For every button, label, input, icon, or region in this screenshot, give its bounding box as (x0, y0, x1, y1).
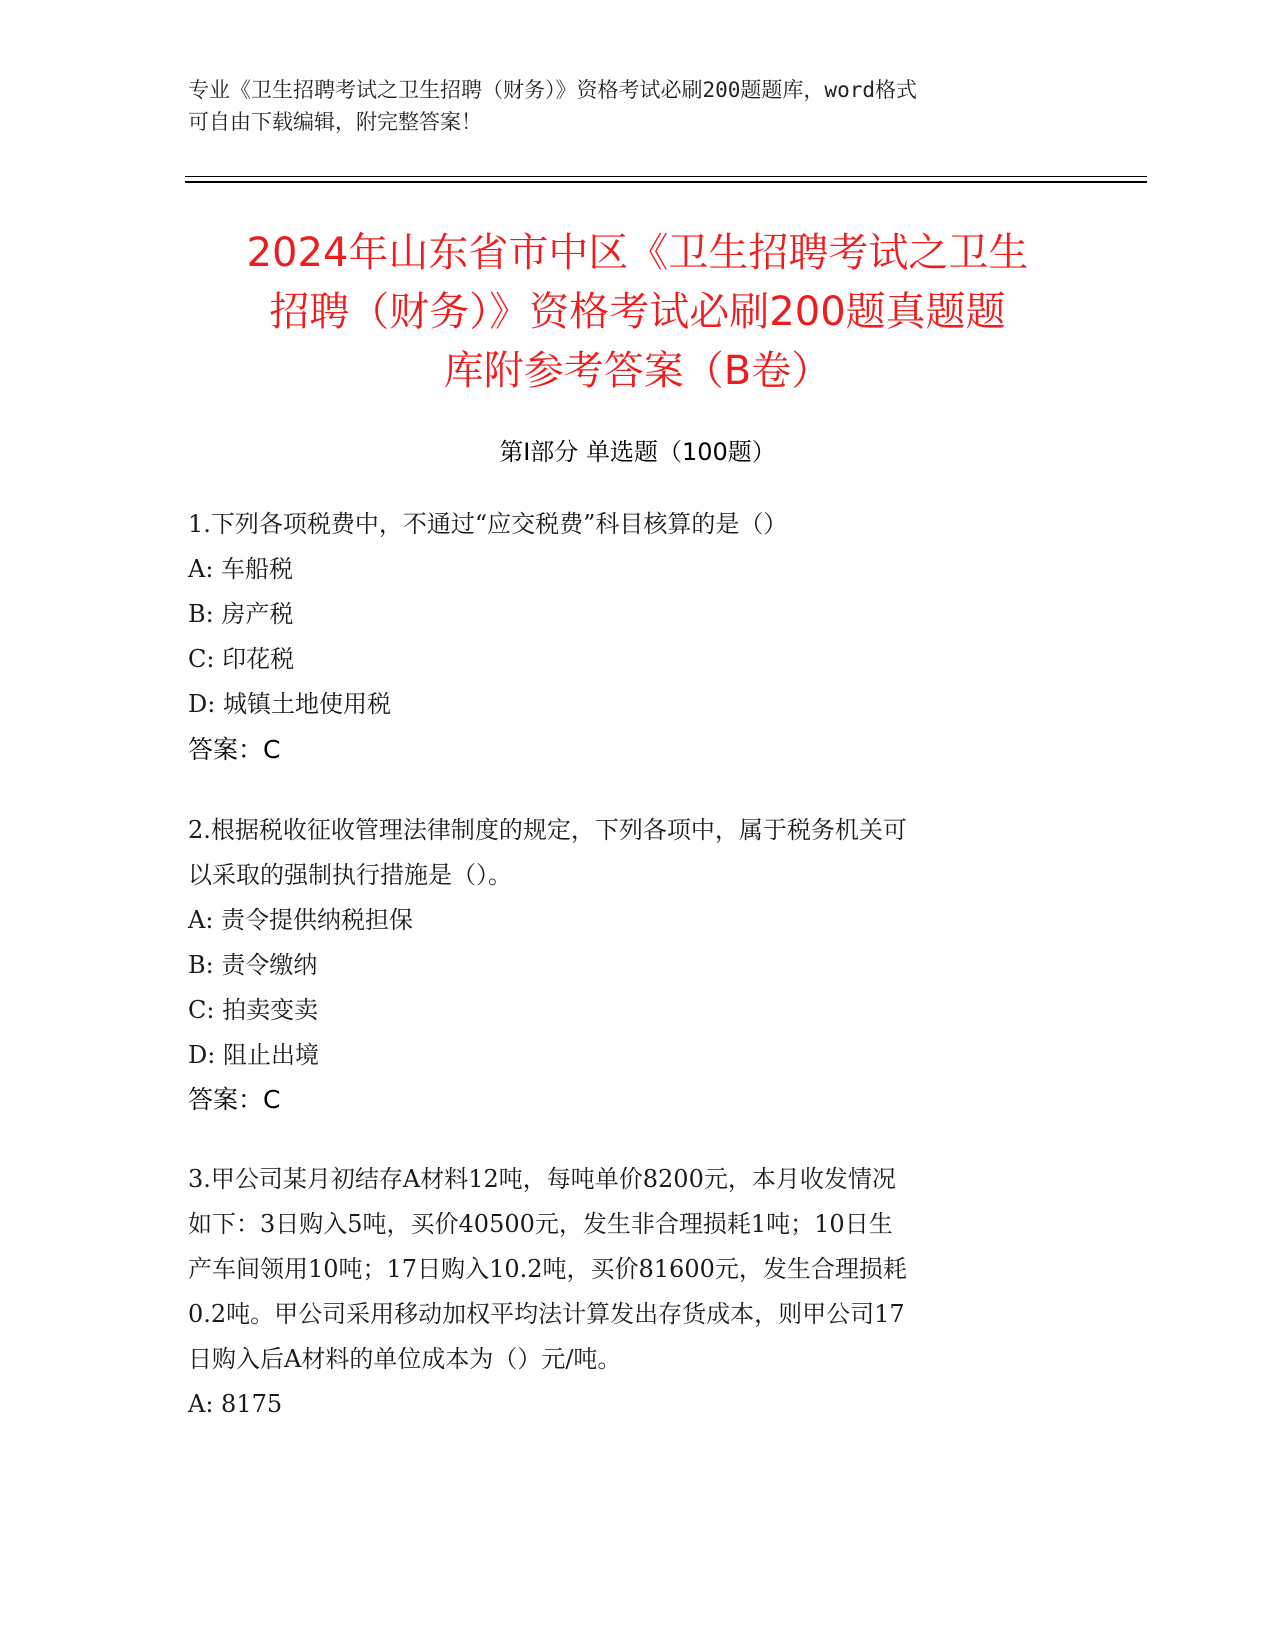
header-note-line: 可自由下载编辑，附完整答案！ (188, 110, 482, 134)
option-b: B: 房产税 (188, 600, 294, 628)
question-stem: 产车间领用10吨；17日购入10.2吨，买价81600元，发生合理损耗 (188, 1255, 907, 1283)
answer: 答案：C (188, 1085, 281, 1114)
question-stem: 日购入后A材料的单位成本为（）元/吨。 (188, 1345, 622, 1373)
header-divider (185, 176, 1147, 177)
question-stem: 如下：3日购入5吨，买价40500元，发生非合理损耗1吨；10日生 (188, 1210, 893, 1238)
answer: 答案：C (188, 735, 281, 764)
question-stem: 以采取的强制执行措施是（）。 (188, 861, 512, 889)
section-title: 第Ⅰ部分 单选题（100题） (499, 438, 776, 466)
question-stem: 3.甲公司某月初结存A材料12吨，每吨单价8200元，本月收发情况 (188, 1165, 896, 1193)
title-line: 招聘（财务）》资格考试必刷200题真题题 (269, 289, 1006, 335)
question-stem: 2.根据税收征收管理法律制度的规定，下列各项中，属于税务机关可 (188, 816, 907, 844)
header-divider (185, 181, 1147, 183)
title-line: 2024年山东省市中区《卫生招聘考试之卫生 (246, 230, 1029, 276)
page-title (150, 224, 1125, 401)
option-b: B: 责令缴纳 (188, 951, 318, 979)
option-d: D: 城镇土地使用税 (188, 690, 391, 718)
header-note-line: 专业《卫生招聘考试之卫生招聘（财务）》资格考试必刷200题题库，word格式 (188, 78, 917, 102)
question-2 (188, 808, 1088, 1078)
option-c: C: 拍卖变卖 (188, 996, 319, 1024)
option-a: A: 车船税 (188, 555, 294, 583)
question-3 (188, 1157, 1088, 1427)
option-a: A: 责令提供纳税担保 (188, 906, 414, 934)
option-a: A: 8175 (188, 1390, 283, 1418)
question-stem: 1.下列各项税费中，不通过“应交税费”科目核算的是（） (188, 510, 788, 538)
question-stem: 0.2吨。甲公司采用移动加权平均法计算发出存货成本，则甲公司17 (188, 1300, 905, 1328)
option-c: C: 印花税 (188, 645, 295, 673)
option-d: D: 阻止出境 (188, 1041, 319, 1069)
question-1 (188, 502, 1088, 727)
title-line: 库附参考答案（B卷） (443, 348, 832, 394)
header-note (188, 74, 1088, 138)
